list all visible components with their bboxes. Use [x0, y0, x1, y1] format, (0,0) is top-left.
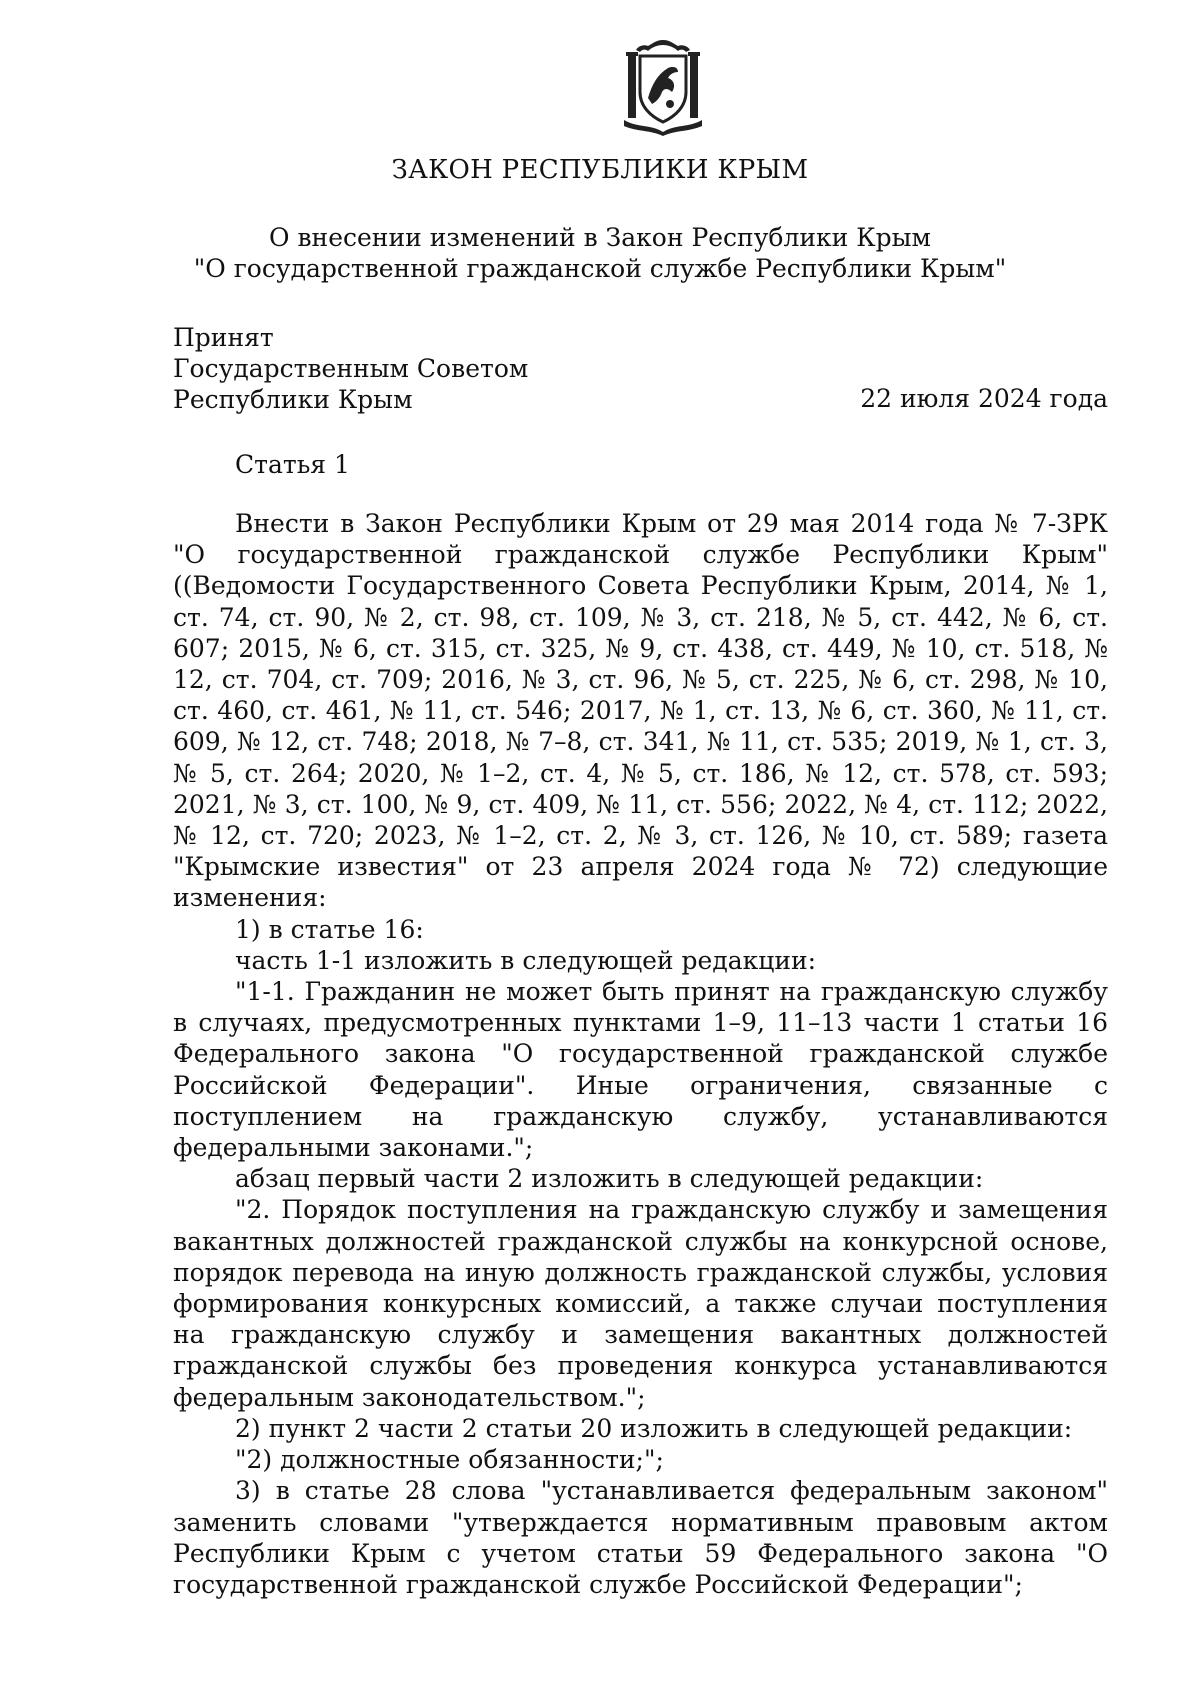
subtitle-line-2: "О государственной гражданской службе Республики Крым": [193, 254, 1007, 283]
article-paragraph: "2) должностные обязанности;";: [235, 1445, 664, 1475]
adoption-line-3: Республики Крым: [173, 385, 413, 414]
article-heading: Статья 1: [235, 450, 350, 479]
article-paragraph: "1-1. Гражданин не может быть принят на гражданскую службу в случаях, предусмотренных пунктами 1–9, 11–13 части 1 статьи 16 Федерального закона "О государственной гражданской службе Российской Федерации". Иные ограничения, связанные с поступлением на гражданскую службу, устанавливаются федеральными законами.";: [173, 977, 1108, 1163]
article-paragraph: Внести в Закон Республики Крым от 29 мая 2014 года № 7-ЗРК "О государственной гражданской службе Республики Крым" ((Ведомости Государственного Совета Республики Крым, 2014, № 1, ст. 74, ст. 90, № 2, ст. 98, ст. 109, № 3, ст. 218, № 5, ст. 442, № 6, ст. 607; 2015, № 6, ст. 315, ст. 325, № 9, ст. 438, ст. 449, № 10, ст. 518, № 12, ст. 704, ст. 709; 2016, № 3, ст. 96, № 5, ст. 225, № 6, ст. 298, № 10, ст. 460, ст. 461, № 11, ст. 546; 2017, № 1, ст. 13, № 6, ст. 360, № 11, ст. 609, № 12, ст. 748; 2018, № 7–8, ст. 341, № 11, ст. 535; 2019, № 1, ст. 3, № 5, ст. 264; 2020, № 1–2, ст. 4, № 5, ст. 186, № 12, ст. 578, ст. 593; 2021, № 3, ст. 100, № 9, ст. 409, № 11, ст. 556; 2022, № 4, ст. 112; 2022, № 12, ст. 720; 2023, № 1–2, ст. 2, № 3, ст. 126, № 10, ст. 589; газета "Крымские известия" от 23 апреля 2024 года № 72) следующие изменения:: [173, 509, 1108, 913]
article-paragraph: "2. Порядок поступления на гражданскую службу и замещения вакантных должностей гражданской службы на конкурсной основе, порядок перевода на иную должность гражданской службы, условия формирования конкурсных комиссий, а также случаи поступления на гражданскую службу и замещения вакантных должностей гражданской службы без проведения конкурса устанавливаются федеральным законодательством.";: [173, 1195, 1108, 1412]
article-paragraph: 2) пункт 2 части 2 статьи 20 изложить в следующей редакции:: [235, 1413, 1073, 1443]
adoption-line-2: Государственным Советом: [173, 354, 529, 383]
document-subtitle: [0, 222, 1200, 284]
article-paragraph: часть 1-1 изложить в следующей редакции:: [235, 945, 817, 975]
article-paragraph: 3) в статье 28 слова "устанавливается федеральным законом" заменить словами "утверждается нормативным правовым актом Республики Крым с учетом статьи 59 Федерального закона "О государственной гражданской службе Российской Федерации";: [173, 1476, 1108, 1599]
article-body: [173, 508, 1108, 1600]
adoption-date: 22 июля 2024 года: [860, 384, 1108, 413]
subtitle-line-1: О внесении изменений в Закон Республики Крым: [269, 223, 931, 252]
adoption-block: [173, 322, 528, 415]
adoption-line-1: Принят: [173, 323, 274, 352]
crimea-coat-of-arms-icon: [618, 36, 708, 136]
article-paragraph: абзац первый части 2 изложить в следующей редакции:: [235, 1164, 984, 1194]
article-paragraph: 1) в статье 16:: [235, 914, 424, 944]
document-title: ЗАКОН РЕСПУБЛИКИ КРЫМ: [391, 155, 809, 185]
